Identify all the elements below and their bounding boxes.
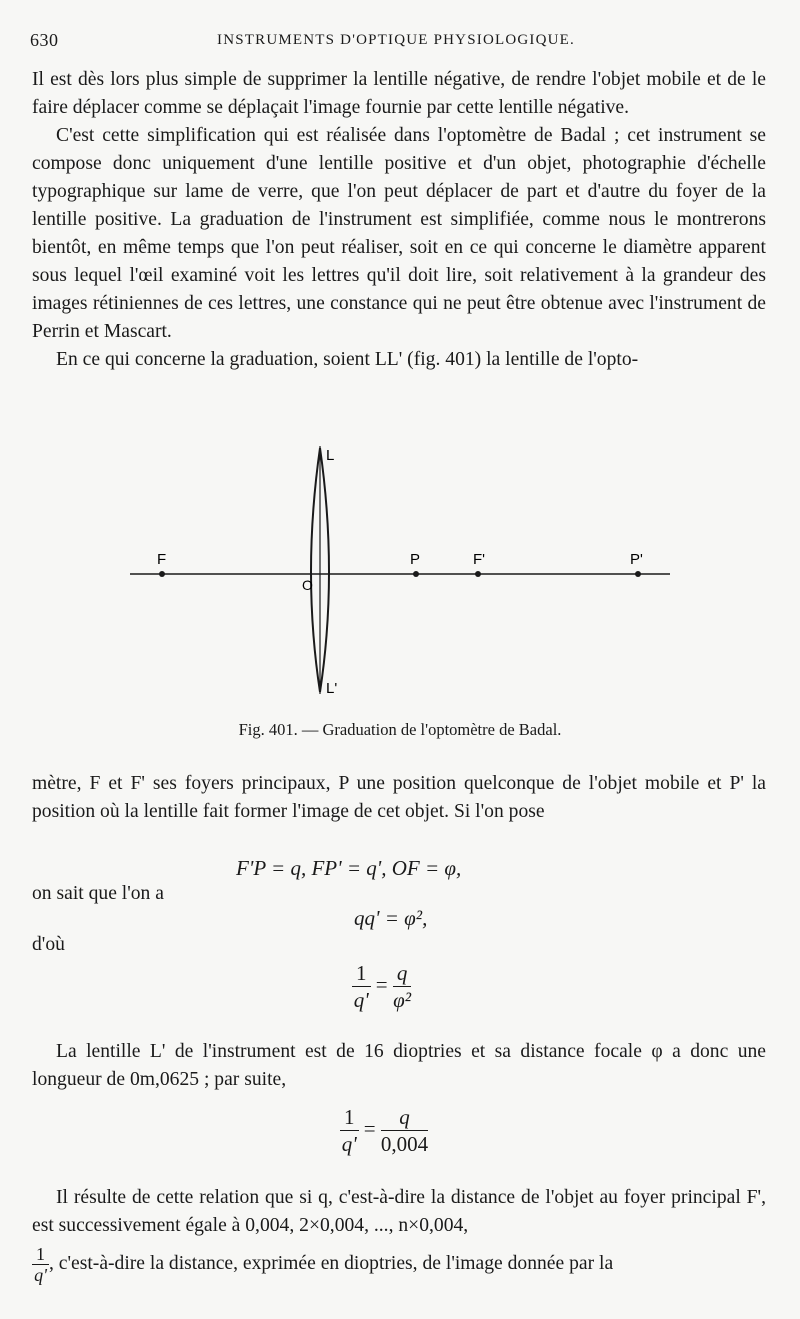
body-text-after-figure bbox=[32, 770, 766, 826]
point-P-prime bbox=[635, 571, 641, 577]
frac-num: 1 bbox=[340, 1104, 359, 1131]
paragraph-6a: Il résulte de cette relation que si q, c'est-à-dire la distance de l'objet au foyer principal F', est successivement égale à 0,004, 2×0,004, ..., n×0,004, bbox=[32, 1187, 766, 1236]
equation-ratio bbox=[352, 960, 411, 1013]
fraction-right bbox=[381, 1104, 428, 1157]
equals-sign: = bbox=[375, 972, 388, 997]
fraction-left bbox=[352, 960, 371, 1013]
frac-den: q' bbox=[34, 1265, 47, 1285]
equation-numeric bbox=[340, 1104, 428, 1157]
point-F bbox=[159, 571, 165, 577]
running-title: INSTRUMENTS D'OPTIQUE PHYSIOLOGIQUE. bbox=[217, 32, 575, 48]
paragraph-1: Il est dès lors plus simple de supprimer la lentille négative, de rendre l'objet mobile et de le faire déplacer comme se déplaçait l'image fournie par cette lentille négative. bbox=[32, 69, 766, 118]
fraction-right bbox=[393, 960, 412, 1013]
point-F-prime bbox=[475, 571, 481, 577]
figure-401-diagram bbox=[100, 440, 720, 710]
figure-caption: Fig. 401. — Graduation de l'optomètre de Badal. bbox=[238, 720, 562, 739]
frac-num: 1 bbox=[32, 1244, 49, 1265]
frac-den: φ² bbox=[393, 988, 412, 1012]
paragraph-2: C'est cette simplification qui est réalisée dans l'optomètre de Badal ; cet instrument se compose donc uniquement d'une lentille positive et d'un objet, photographie d'échelle typographique sur lame de verre, que l'on peut déplacer de part et d'autre du foyer de la lentille positive. La graduation de l'instrument est simplifiée, comme nous le montrerons bientôt, en même temps que l'on peut réaliser, soit en ce qui concerne le diamètre apparent sous lequel l'œil examiné voit les lettres qu'il doit lire, soit relativement à la grandeur des images rétiniennes de ces lettres, une constance qui ne peut être obtenue avec l'instrument de Perrin et Mascart. bbox=[32, 125, 766, 342]
paragraph-6b-line bbox=[32, 1244, 766, 1285]
paragraph-4: mètre, F et F' ses foyers principaux, P une position quelconque de l'objet mobile et P' la position où la lentille fait former l'image de cet objet. Si l'on pose bbox=[32, 773, 766, 822]
inline-fraction bbox=[32, 1244, 49, 1285]
body-text-top bbox=[32, 66, 766, 374]
fraction-left bbox=[340, 1104, 359, 1157]
frac-den: q' bbox=[353, 988, 369, 1012]
equals-sign: = bbox=[363, 1116, 376, 1141]
equation-definitions: F'P = q, FP' = q', OF = φ, bbox=[236, 856, 462, 880]
text-on-sait: on sait que l'on a bbox=[32, 883, 164, 904]
frac-num: q bbox=[381, 1104, 428, 1131]
page-header bbox=[30, 30, 762, 56]
label-F-prime: F' bbox=[473, 551, 486, 568]
label-L-bottom: L' bbox=[326, 680, 338, 697]
point-P bbox=[413, 571, 419, 577]
page-number: 630 bbox=[30, 30, 59, 50]
frac-den: 0,004 bbox=[380, 1132, 429, 1156]
paragraph-5: La lentille L' de l'instrument est de 16 dioptries et sa distance focale φ a donc une longueur de 0m,0625 ; par suite, bbox=[32, 1041, 766, 1090]
label-P: P bbox=[410, 551, 421, 568]
label-F: F bbox=[157, 551, 167, 568]
label-L-top: L bbox=[326, 447, 335, 464]
frac-num: q bbox=[393, 960, 412, 987]
label-P-prime: P' bbox=[630, 551, 643, 568]
frac-num: 1 bbox=[352, 960, 371, 987]
paragraph-6b: , c'est-à-dire la distance, exprimée en dioptries, de l'image donnée par la bbox=[49, 1253, 614, 1274]
frac-den: q' bbox=[341, 1132, 357, 1156]
label-O: O bbox=[302, 577, 313, 593]
equation-product: qq' = φ², bbox=[354, 906, 428, 930]
body-text-bottom bbox=[32, 1184, 766, 1285]
paragraph-3: En ce qui concerne la graduation, soient LL' (fig. 401) la lentille de l'opto- bbox=[56, 349, 639, 370]
text-d-ou: d'où bbox=[32, 934, 65, 955]
body-text-lens bbox=[32, 1038, 766, 1094]
